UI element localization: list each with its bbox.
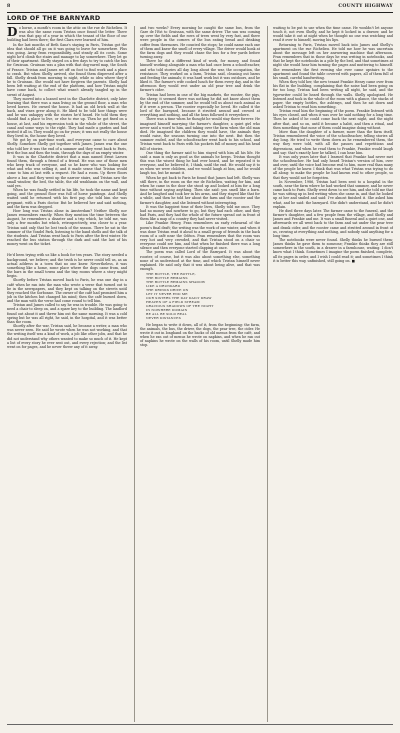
paragraph: In November, 1986, Tristan had been sent to a hospital in the south, near the farm where he had worked that summer, and he never came back to Paris. Shelly went down to see him, and she told me that he was sitting up in bed writing when she came in, and that he looked up at her and smiled and said: I've almost finished it. She asked him what, and he said: the barnyard. She didn't understand, and he didn't explain. [273, 179, 393, 209]
paragraph: Tristan read him the beginning of the poem. Frankie listened with his eyes closed, and when it was over he said nothing for a long time. Then he asked if he could come back the next night, and the night after that, and so on, until it became a habit, and then a ritual, and then something that none of them could imagine doing without. [273, 109, 393, 130]
column-divider [267, 26, 268, 722]
paragraph: Returning to Paris, Tristan moved back into James and Shelly's apartment on the rue Richelieu. He told me how he was uncertain about the message left on her answering machine that afternoon. Fran remembers that in those days he was writing in notebooks, and that he kept the notebooks in a pile by the bed, and that sometimes at night she would hear him turning the pages and muttering to himself. She remembers the first evening she ever came upstairs to the apartment and found the table covered with papers, all of them full of his small, careful handwriting. [273, 42, 393, 80]
paragraph-text: o borne, a month's room in the attic on the rue de Richelieu. It was also the same room Tristan once found the letter. There was that gap of a year in which the tenant of the floor of our building had been there; the first Clara ever learned of him. [7, 26, 127, 43]
paragraph: He'd been trying with us like a book for ten years. The story needed a background, we believe; and the truth is he never could tell us, as an actual address in a town that no one knew. Nevertheless, it was something like a home, some place where the dogs came from, and the bars in the small towns and the tiny rooms where a story might begin. [7, 253, 127, 279]
poem-line: OUR SISTERS THE DAY DAILY DRAW [146, 295, 212, 300]
paragraph: We got by on part-time work, and everyone came to care about Shelly. Somehow Shelly got together with James. James was the one who told her it was the end of a summer and they went back to Paris, first the bus and then the train, through the days of an empty winter. [7, 138, 127, 155]
paragraph: More than the daughter of a farmer, more than the farm itself, Tristan remembered the voice of the schoolteacher, telling stories all day long. He tried to write them down as he remembered them, the way they were told, with all the pauses and repetitions and digressions, and when he read them to Frankie, Frankie would laugh and say: that's exactly how he talked, I can hear him. [273, 129, 393, 155]
paragraph: He died three days later. The farmer came to the funeral, and the farmer's daughter, and a few people from the village, and Shelly and James and Frankie and me. It was a small funeral and a quiet one, and afterwards we all went back to the farm and sat under the pear tree and drank cider, and the rooster came and strutted around in front of us, crowing at everything and nothing, and nobody said anything for a long time. [273, 208, 393, 238]
poem-block [146, 273, 260, 320]
paragraph: When he was finally settled in his life, he took the name and kept going, and the ground floor was full of horse paintings. And Shelly waited until he returned with his first pay, she told him she was pregnant, with a Paris doctor. But he believed her and said nothing, and the farm was dropped. [7, 188, 127, 209]
paragraph [273, 238, 393, 263]
publication-name: COUNTY HIGHWAY [338, 4, 393, 9]
paragraph: The poem was called Lord of the Barnyard. It was about the rooster, of course, but it was also about something else, something none of us understood at the time, and which Tristan himself never explained. He said only that it was about being alive, and that was enough. [140, 250, 260, 272]
paragraph: Shortly before Tristan moved back to Paris, he was one day in a café when he ran into the man who wrote a verse that turned out to be in the newspapers, and they kept on talking on the streets until they reached the Sorbonne. The owner of the café had promised him a job in the kitchen but changed his mind; then the café burned down, and the man with the verse had come round to tell him. [7, 278, 127, 304]
paragraph: When he got back to Paris he found that James had left. Shelly was still there, in the room on the rue de Richelieu, waiting for him, and when he came in the door she stood up and looked at him for a long time without saying anything. Then she said: you smell like a barn. And he laughed and took her in his arms, and they stayed like that for a while, and then he told her about the farm and the rooster and the farmer's daughter, and she listened without interrupting. [140, 175, 260, 205]
paragraph: In the last months of Beth Sanz's staying in Paris, Tristan got the idea that should all go on it was going to leave for somewhere. Plus was going. Away from responsibility, and steady all its costs. Some night he'd climb the stairs and manage to lay somewhere. They let go of their apartment. Shelly stayed on a few days to try to catch the bus for Gruissan. Gruissan was a plan with that dog-eared map, the South of France. Tristan and James set off on foot to find work and a place to crash. But when Shelly arrived, she found them dispersed after a fall. Shelly drank from morning to night, while so idea where they'd be to Gruissan. She would not have forgiven the parents. Shelly had been left waiting at the end of the platform, and how Tristan might have come back, to collect what wasn't already tangled up in the sweat of August. [7, 42, 127, 97]
paragraph: There he did a different kind of work, for money, and found himself working alongside a man who had once been a schoolteacher, and who told stories all day long about the war, the occupation, the resistance. They worked on a farm, Tristan said, cleaning out barns and feeding the animals; it was hard work but it was outdoors, and he liked it. The farmer's wife cooked lunch for them every day, and in the afternoon they would rest under an old pear tree and drink the farmer's cider. [140, 59, 260, 93]
poem-line: GRACIOUS SHADOWS OF THE NIGHT [146, 303, 214, 308]
top-rule [7, 12, 393, 13]
paragraph: Tristan had been in one of the big markets, the rooster, the pigs, the sheep; it seemed there was nothing he did not know about them by the end of the summer, and he would tell us about each animal as if it were a person. The rooster especially he loved. He called it the lord of the barnyard, because it strutted around and crowed at everything and nothing, and all the hens followed it everywhere. [140, 92, 260, 118]
paragraph: There was a time when he thought he would stay there forever. He imagined himself marrying the farmer's daughter, a quiet girl who never said a word to him, and taking over the farm when the old man died. He imagined the children they would have, the animals they would raise, the seasons turning one into the next. But then the summer ended, and the schoolteacher went back to his school, and Tristan went back to Paris with his pockets full of money and his head full of stories. [140, 117, 260, 151]
paragraph: Shortly after the war, Tristan said, he became a writer, a man who was never seen. He said he wrote when he was not working, and that the writing itself was a kind of work, a job like other jobs, and that he did not understand why others wanted to make so much of it. He kept a list of every story he ever sent out, and every rejection; and the list went on for pages, and he never threw any of it away. [7, 324, 127, 349]
paragraph-text: The notebooks were never found. Shelly thinks he burned them; James thinks he gave them to someone; Frankie thinks they are still somewhere in the south, in a drawer in a farmhouse, waiting. I don't know what I think. Sometimes I imagine the poem finished, complete, all its pages in order, and I wish I could read it; and sometimes I think it is better this way, unfinished, still going on. [273, 237, 393, 263]
end-mark: ■ [351, 258, 355, 263]
bottom-rule [7, 724, 393, 725]
page-number: 8 [7, 4, 11, 9]
column-divider [134, 26, 135, 722]
poem-line: THE DRINKS DRIVE ON [146, 288, 189, 293]
paragraph: It was in the Charlotte district that a man named Ernst Larsen found them, through a friend of a friend. He was one of those men who keep track of everyone, and so he knew who was looking for what and who was selling it, and it made sense that Tristan would come to him at last with a request. He had a room. Up three floors above a bar, and they went up the narrow stairs, and Tristan saw the small window, the bed, the table, the old washbasin on the wall, and said yes. [7, 154, 127, 188]
poem-line: THE BOTTLE REMAINS [146, 276, 188, 281]
poem-line: LET IT NEVER END ME [146, 291, 188, 296]
paragraph: It was the happiest time of their lives, Shelly told me once. They had no money and nowhere to go, but they had each other, and they had Paris, and they had the whole of the future spread out in front of them like a map of a country they had never visited. [140, 204, 260, 222]
paragraph: He began to write it down, all of it, from the beginning: the farm, the animals, the bus, the driver, the dogs, the pear tree, the cider. He wrote it out in longhand on the backs of old menus from the café, and when he ran out of menus he wrote on napkins, and when he ran out of napkins he wrote on the walls of his room, until Shelly made him stop. [140, 322, 260, 348]
paragraph: Like Frankie Henry, Fran remembers an early rehearsal of the poem's final draft; the writing was the work of one winter, and when it was done Tristan read it aloud to a small group of friends in the back room of a café near the Odéon. Fran remembers that the room was very hot and very crowded, and that Tristan stood on a chair so everyone could see him, and that when he finished there was a long silence and then everyone started clapping at once. [140, 221, 260, 251]
article-column-2 [140, 26, 260, 722]
poem-line: THE BOTTLE, THE BOTTLE, [146, 272, 196, 277]
poem-line: THE BOTTLE REMAINS SHADOW [146, 280, 206, 285]
paragraph [7, 26, 127, 43]
paragraph: waiting to be put to use when the time came. He wouldn't let anyone touch it, not even Shelly, and he kept it locked in a drawer, and he would take it out at night when he thought no one was watching and read it over to himself, moving his lips. [273, 26, 393, 43]
section-separator: · · · [61, 248, 73, 253]
article-column-3 [273, 26, 393, 722]
paragraph: It was only years later that I learned that Frankie had never met the schoolteacher. He had only heard Tristan's version of him, over and over, until the voice had become real to him, more real than many of the people he knew. I think that was what Tristan was trying to do all along: to make the people he had known real to other people, so that they would not be forgotten. [273, 154, 393, 180]
paragraph: How long was Tristan alone in Amsterdam? Neither Shelly nor James remembers exactly. When they mention the time between the August, he remembers a disaster and a trip which, he told me, was only a few months but which, retrospectively, was closer to a year. Tristan said only that he lost track of the season. There he sat in the summer of the Vondel Park, listening to the band shells and the talk of the students. And Tristan went back to Paris after the first winter. He reached the bus station through the dark and said the last of his money went on the ticket. [7, 208, 127, 247]
article-column-1 [7, 26, 127, 722]
paragraph: One thing the farmer said to him stayed with him all his life. He said: a man is only as good as the animals he keeps. Tristan thought this was the wisest thing he had ever heard, and he repeated it to everyone, and he believed it, I think, until the end. He would say it to us when we were children, and we would laugh at him, and he would laugh too, but he meant it. [140, 150, 260, 176]
poem-line: LIKE A DRUNKARD [146, 284, 181, 289]
poem-line: BE ALL BE SOLD REAL [146, 311, 187, 316]
paragraph: and two weeks? Every morning he caught the same bus, from the Gare de l'Est to Gruissan, with the same driver. The sun was coming up over the fields and the rows of trees went by very fast, and there were people in the corners of the bus eating bread and drinking coffee from thermoses. He counted the stops; he could name each one of them and knew the smell of every village. The driver would honk at the farm dogs and they would chase the bus for a few yards before turning away. [140, 26, 260, 60]
poem-line: IN NOWHERE DOMAIN [146, 307, 188, 312]
paragraph: Tristan and James called to say he was in trouble. He was going to need a chair to sleep on, and a spare key to the building. The landlord found out about it and threw him out the same morning. It was a cold spring but he was all right, he said, in the hospital, and it was better than the room. [7, 303, 127, 324]
paragraph: They moved into a loaned nest in the Charlotte district, only later learning that there was a man living on the ground floor, a man who loved horses. He owned the house. It had an old brick wall at the back, and vines grew along it. He liked to be told how things were and he was unhappy with the stories he'd heard. He told them they should find a place to live, or else to rise up. Then he got fixed on a house, at last, and his expression took in the whole of the street, the canal and some ways to the right. They had made a garden and had invited it all in. They would go on for years; it was not really the house they lived in, the house they loved. [7, 96, 127, 139]
page-folio [7, 3, 393, 11]
article-headline: LORD OF THE BARNYARD [7, 14, 101, 22]
headline-rule [7, 23, 127, 24]
poem-line: HEAVEN OF A FIELD STREAM [146, 299, 200, 304]
poem-line: NEVER DISTANCES [146, 315, 181, 320]
drop-cap: D [7, 26, 18, 39]
paragraph: When they told her, the new tenant Frankie Henry came over from his flat in the building, complaining that the noise had been going on for too long. Tristan had been writing all night, he said, and the typewriter could be heard through the walls. Shelly apologized. He listened and took in the whole of the room with a glance, the stacks of paper, the empty bottles, the ashtrays, and then he sat down and asked Tristan to read him something. [273, 80, 393, 109]
